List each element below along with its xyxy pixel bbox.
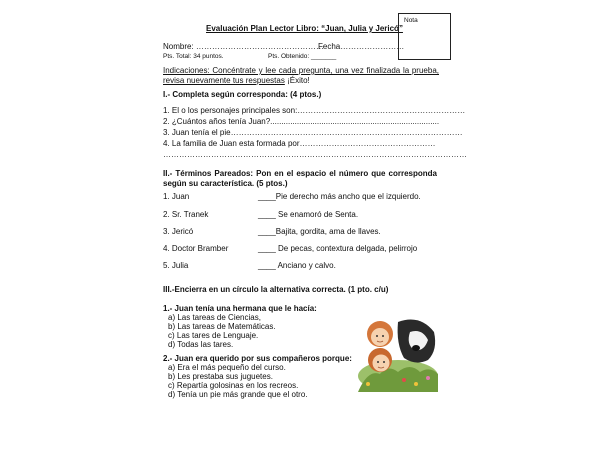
flower-red [402,378,406,382]
section1-item-5: …………………………………………………………………………………………………… [163,150,467,159]
date-field: Fecha…………………… [318,42,405,51]
instructions-exito: ¡Éxito! [284,76,310,85]
q1-question: 1.- Juan tenía una hermana que le hacía: [163,304,317,313]
pair-left-1: 1. Juan [163,192,190,201]
children-dog-illustration [358,314,438,392]
pair-left-3: 3. Jericó [163,227,194,236]
child1-face [371,328,389,346]
q2-option-b: b) Les prestaba sus juguetes. [168,372,273,381]
pair-right-3: ____Bajita, gordita, ama de llaves. [258,227,381,236]
q1-option-c: c) Las tares de Lenguaje. [168,331,259,340]
child2-face [373,355,390,372]
q1-option-d: d) Todas las tares. [168,340,234,349]
flower-yellow [414,382,418,386]
flower-pink [426,376,430,380]
pair-left-4: 4. Doctor Bramber [163,244,229,253]
section1-item-2: 2. ¿Cuántos años tenía Juan?............................................................................ [163,117,440,126]
dog-nose [412,345,420,351]
instructions-text: Indicaciones: Concéntrate y lee cada pregunta, una vez finalizada la prueba, revisa nuevamente tus respuestas [163,66,439,85]
child2-eye-right [383,361,385,363]
flower-yellow-2 [366,382,370,386]
section1-title: I.- Completa según corresponda: (4 ptos.) [163,90,322,99]
child2-eye-left [377,361,379,363]
child1-eye-left [376,335,378,337]
q2-option-d: d) Tenía un pie más grande que el otro. [168,390,308,399]
section1-item-3: 3. Juan tenía el pie…………………………………………………………………………… [163,128,463,137]
section1-item-4: 4. La familia de Juan esta formada por…………………………………………… [163,139,436,148]
q1-option-b: b) Las tareas de Matemáticas. [168,322,276,331]
pair-right-2: ____ Se enamoró de Senta. [258,210,359,219]
grade-label: Nota [404,17,418,24]
section1-item-1: 1. El o los personajes principales son:……………………………………………………… [163,106,466,115]
grade-box [398,13,451,60]
pair-right-1: ____Pie derecho más ancho que el izquierdo. [258,192,421,201]
points-obtained: Pts. Obtenido: _______ [268,53,337,60]
instructions [163,66,439,86]
q2-question: 2.- Juan era querido por sus compañeros porque: [163,354,352,363]
section2-title: II.- Términos Pareados: Pon en el espacio el número que corresponda según su característica. (5 ptos.) [163,169,437,188]
document-title: Evaluación Plan Lector Libro: “Juan, Julia y Jericó” [206,24,403,33]
q1-option-a: a) Las tareas de Ciencias, [168,313,261,322]
q2-option-a: a) Era el más pequeño del curso. [168,363,286,372]
pair-left-5: 5. Julia [163,261,189,270]
points-total: Pts. Total: 34 puntos. [163,53,224,60]
pair-right-5: ____ Anciano y calvo. [258,261,336,270]
name-field: Nombre: ………………………………………… [163,42,324,51]
pair-right-4: ____ De pecas, contextura delgada, pelirrojo [258,244,418,253]
pair-left-2: 2. Sr. Tranek [163,210,209,219]
section3-title: III.-Encierra en un círculo la alternativa correcta. (1 pto. c/u) [163,285,389,294]
child1-eye-right [382,335,384,337]
q2-option-c: c) Repartía golosinas en los recreos. [168,381,299,390]
